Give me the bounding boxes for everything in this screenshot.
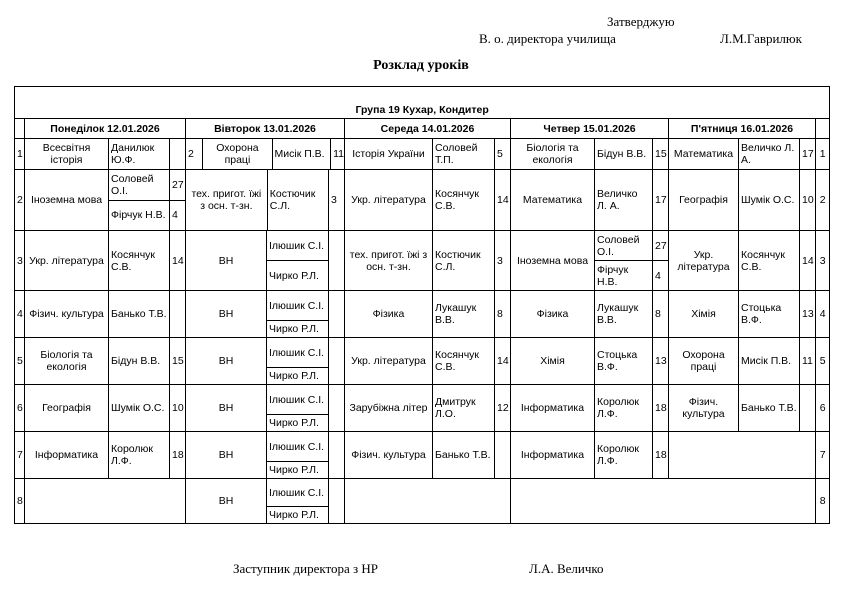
subject-cell: Охорона праці [216,142,259,166]
lesson-number: 5 [816,338,830,385]
lesson-number: 6 [15,385,25,432]
teacher-cell: Шумік О.С. [739,170,800,231]
subject-cell: Інформатика [511,432,595,479]
subject-cell: Укр. літературa [345,338,433,385]
room-cell [800,385,816,432]
teacher-cell: Косянчук С.В. [433,338,495,385]
approval-label: Затверджую [607,14,675,29]
lesson-number: 2 [816,170,830,231]
subject-cell: Фізич. культура [669,385,739,432]
empty-cell [25,479,186,524]
teacher-cell: Лукашук В.В. [433,291,495,338]
teacher-cell: Мисік П.В. [739,338,800,385]
tuesday-lesson-cell [186,170,329,231]
corner-cell [816,119,830,139]
footer-role: Заступник директора з НР [233,561,379,576]
lesson-number: 2 [15,170,25,231]
subject-cell: ВН [186,385,267,432]
subject-cell: Хімія [511,338,595,385]
room-cell [329,338,345,385]
teacher-cell: Величко Л. А. [595,170,653,231]
lesson-number: 1 [15,139,25,170]
room-cell: 3 [495,231,511,291]
room-cell: 14 [170,231,186,291]
subject-cell: тех. пригот. їжі з осн. т-зн. [345,231,433,291]
teacher-cell: Стоцька В.Ф. [595,338,653,385]
room-cell: 8 [653,291,669,338]
room-cell: 4 [653,261,669,291]
room-cell [329,432,345,479]
room-cell: 18 [170,432,186,479]
empty-cell [345,479,511,524]
room-cell: 27 [170,170,186,201]
room-cell: 14 [495,338,511,385]
room-cell: 10 [170,385,186,432]
subject-cell: ВН [186,479,267,524]
subject-cell: ВН [186,231,267,291]
subject-cell: Математика [511,170,595,231]
room-cell: 13 [653,338,669,385]
teacher-cell: Стоцька В.Ф. [739,291,800,338]
teacher-cell: Лукашук В.В. [595,291,653,338]
teacher-cell: Ілюшик С.І. [267,432,329,462]
teacher-cell: Ілюшик С.І. [267,231,329,261]
teacher-cell: Ілюшик С.І. [267,479,329,507]
room-cell: 3 [329,170,345,231]
teacher-cell: Чирко Р.Л. [267,368,329,385]
teacher-cell: Косянчук С.В. [433,170,495,231]
teacher-cell: Чирко Р.Л. [267,462,329,479]
room-cell: 18 [653,432,669,479]
room-cell [329,479,345,524]
subject-cell: Історія України [345,139,433,170]
lesson-number: 2 [186,139,203,169]
day-wednesday: Середа 14.01.2026 [345,119,511,139]
lesson-number: 6 [816,385,830,432]
room-cell: 11 [800,338,816,385]
day-monday: Понеділок 12.01.2026 [25,119,186,139]
lesson-number: 3 [15,231,25,291]
lesson-number: 8 [15,479,25,524]
room-cell: 14 [800,231,816,291]
tuesday-lesson-cell [186,139,345,170]
day-tuesday: Вівторок 13.01.2026 [186,119,345,139]
teacher-cell: Ілюшик С.І. [267,291,329,321]
room-cell: 12 [495,385,511,432]
group-title: Група 19 Кухар, Кондитер [15,87,830,119]
room-cell [495,432,511,479]
room-cell: 10 [800,170,816,231]
teacher-cell: Величко Л. А. [739,139,800,170]
subject-cell: Укр. літературa [345,170,433,231]
subject-cell: Укр. літературa [669,231,739,291]
subject-cell: Фізич. культура [345,432,433,479]
teacher-cell: Данилюк Ю.Ф. [109,139,170,170]
teacher-cell: Ілюшик С.І. [267,338,329,368]
teacher-cell: Банько Т.В. [109,291,170,338]
teacher-cell: Соловей О.І. [109,170,170,201]
room-cell: 14 [495,170,511,231]
subject-cell: ВН [186,291,267,338]
subject-cell: Фізика [345,291,433,338]
room-cell [170,139,186,170]
room-cell: 4 [170,200,186,231]
teacher-cell: Чирко Р.Л. [267,261,329,291]
teacher-cell: Дмитрук Л.О. [433,385,495,432]
teacher-cell: Королюк Л.Ф. [595,432,653,479]
subject-cell: тех. пригот. їжі з осн. т-зн. [191,188,262,212]
subject-cell: Фізика [511,291,595,338]
teacher-cell: Шумік О.С. [109,385,170,432]
subject-cell: Географія [669,170,739,231]
lesson-number: 7 [816,432,830,479]
room-cell: 5 [495,139,511,170]
subject-cell: Математика [669,139,739,170]
teacher-cell: Соловей Т.П. [433,139,495,170]
room-cell [170,291,186,338]
room-cell: 15 [170,338,186,385]
teacher-cell: Фірчук Н.В. [109,200,170,231]
teacher-cell: Бідун В.В. [109,338,170,385]
teacher-cell: Ілюшик С.І. [267,385,329,415]
teacher-cell: Косянчук С.В. [739,231,800,291]
empty-cell [669,432,816,479]
room-cell: 18 [653,385,669,432]
teacher-cell: Косянчук С.В. [109,231,170,291]
lesson-number: 4 [15,291,25,338]
footer-name: Л.А. Величко [529,561,604,576]
teacher-cell: Чирко Р.Л. [267,415,329,432]
subject-cell: Іноземна мова [511,231,595,291]
subject-cell: ВН [186,432,267,479]
subject-cell: Інформатика [25,432,109,479]
lesson-number: 5 [15,338,25,385]
lesson-number: 7 [15,432,25,479]
teacher-cell: Мисік П.В. [272,139,332,169]
empty-cell [511,479,816,524]
subject-cell: Фізич. культура [25,291,109,338]
teacher-cell: Бідун В.В. [595,139,653,170]
teacher-cell: Чирко Р.Л. [267,507,329,524]
room-cell: 8 [495,291,511,338]
teacher-cell: Соловей О.І. [595,231,653,261]
room-cell: 13 [800,291,816,338]
room-cell: 15 [653,139,669,170]
schedule-table [14,86,830,524]
room-cell: 17 [800,139,816,170]
subject-cell: Зарубіжна літер [345,385,433,432]
teacher-cell: Королюк Л.Ф. [595,385,653,432]
teacher-cell: Фірчук Н.В. [595,261,653,291]
subject-cell: Охорона праці [669,338,739,385]
teacher-cell: Костючик С.Л. [433,231,495,291]
room-cell [329,385,345,432]
subject-cell: Географія [25,385,109,432]
lesson-number: 1 [816,139,830,170]
corner-cell [15,119,25,139]
lesson-number: 4 [816,291,830,338]
room-cell: 27 [653,231,669,261]
teacher-cell: Королюк Л.Ф. [109,432,170,479]
subject-cell: ВН [186,338,267,385]
room-cell [329,231,345,291]
lesson-number: 8 [816,479,830,524]
subject-cell: Укр. літературa [25,231,109,291]
lesson-number: 3 [816,231,830,291]
subject-cell: Всесвітня історія [25,139,109,170]
day-friday: П'ятниця 16.01.2026 [669,119,816,139]
room-cell: 17 [653,170,669,231]
subject-cell: Іноземна мова [25,170,109,231]
subject-cell: Хімія [669,291,739,338]
acting-director-label: В. о. директора училища [479,31,616,46]
subject-cell: Біологія та екологія [511,139,595,170]
teacher-cell: Банько Т.В. [433,432,495,479]
page-title: Розклад уроків [373,58,469,73]
teacher-cell: Чирко Р.Л. [267,321,329,338]
room-cell: 11 [333,148,344,160]
room-cell [329,291,345,338]
subject-cell: Інформатика [511,385,595,432]
teacher-cell: Костючик С.Л. [267,170,328,230]
director-name: Л.М.Гаврилюк [720,31,802,46]
day-thursday: Четвер 15.01.2026 [511,119,669,139]
subject-cell: Біологія та екологія [25,338,109,385]
teacher-cell: Банько Т.В. [739,385,800,432]
